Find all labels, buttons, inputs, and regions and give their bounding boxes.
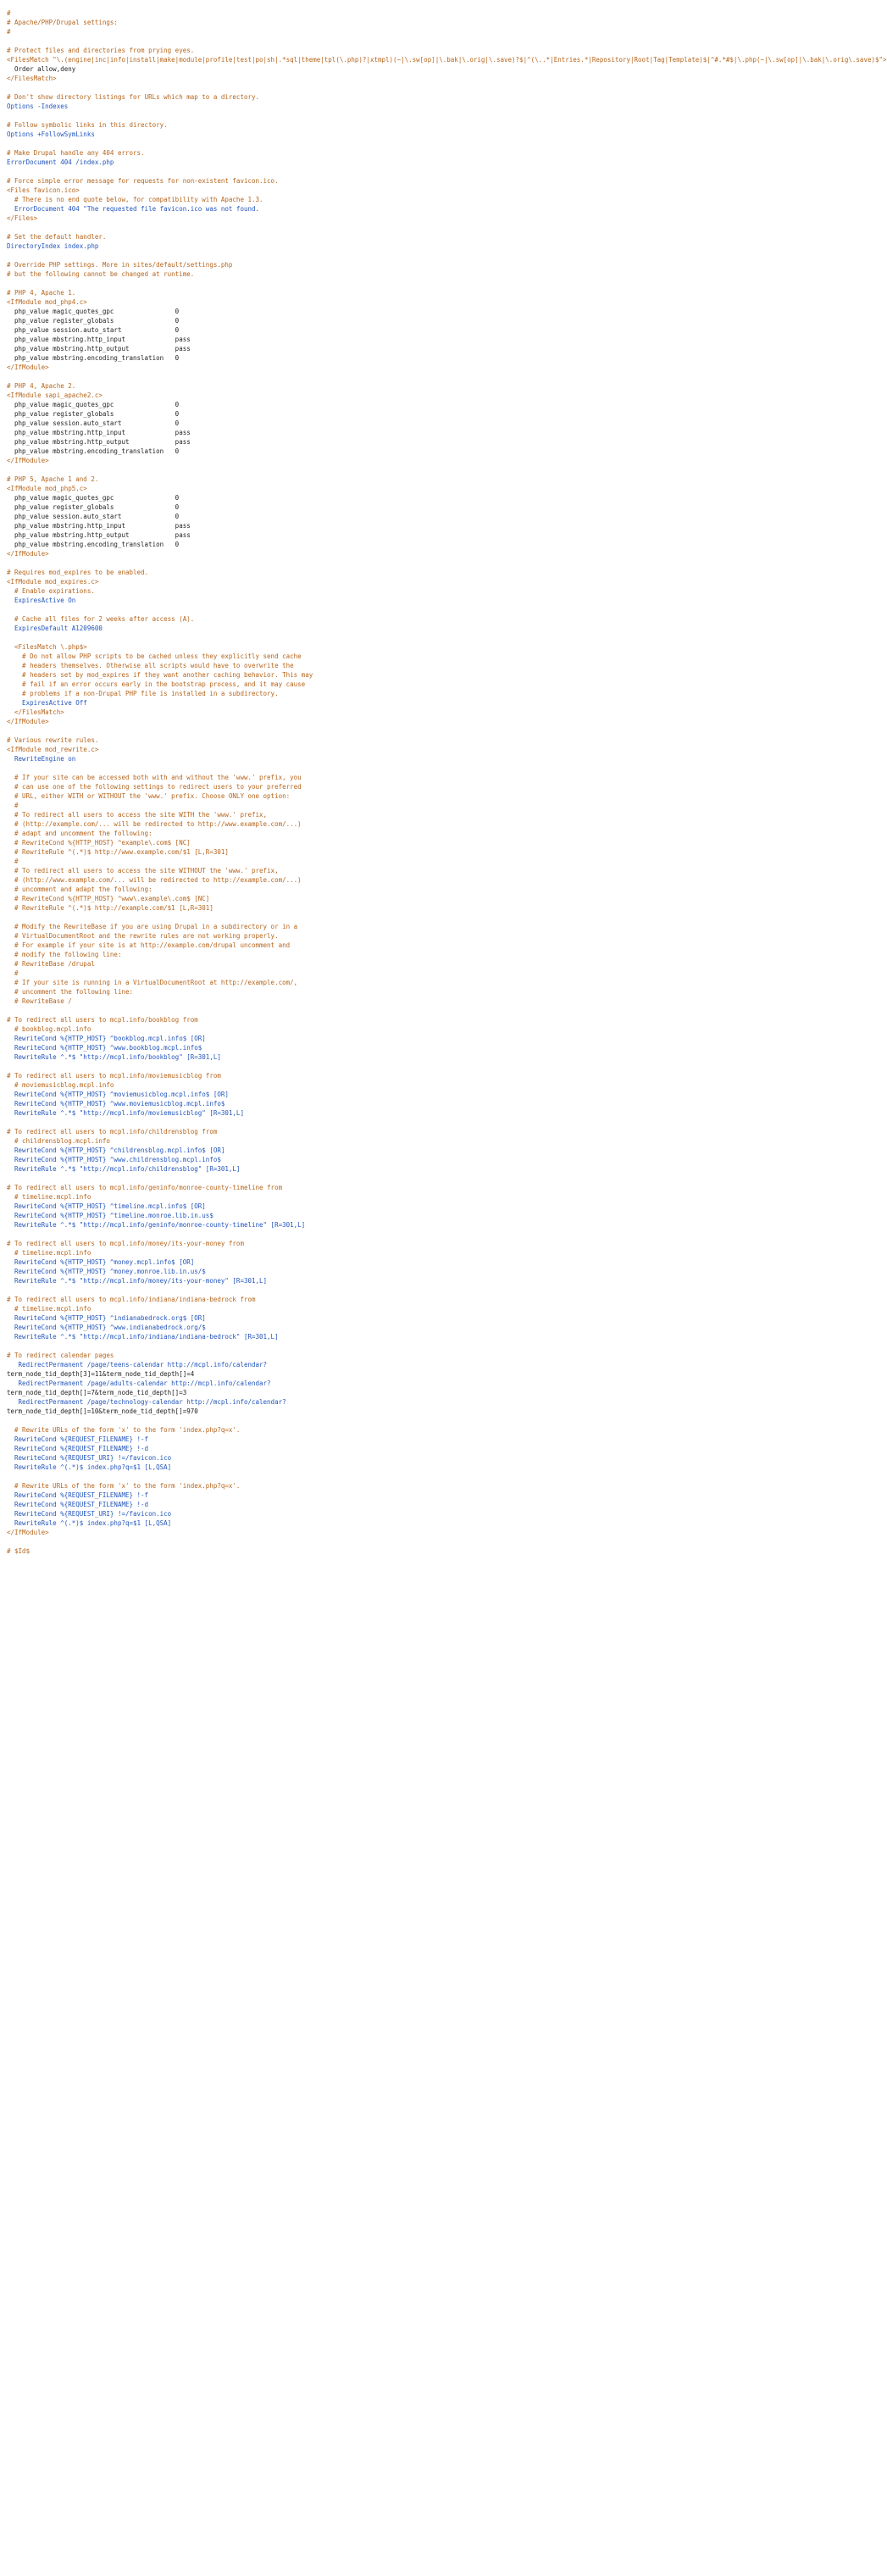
comment-line: # (http://example.com/... will be redirected to http://www.example.com/...) <box>7 820 302 828</box>
code-line: RewriteCond %{REQUEST_FILENAME} !-f <box>7 1435 149 1443</box>
code-line: <IfModule sapi_apache2.c> <box>7 391 103 399</box>
code-line: RedirectPermanent /page/technology-calendar http://mcpl.info/calendar? <box>7 1398 286 1406</box>
code-line: RewriteCond %{REQUEST_FILENAME} !-d <box>7 1501 149 1508</box>
code-line: ExpiresDefault A1209600 <box>7 625 103 632</box>
comment-line: # Requires mod_expires to be enabled. <box>7 569 149 576</box>
comment-line: # Make Drupal handle any 404 errors. <box>7 149 145 157</box>
code-line: RewriteCond %{HTTP_HOST} ^money.monroe.lib.in.us/$ <box>7 1268 206 1275</box>
code-line: RewriteRule ^.*$ "http://mcpl.info/moviemusicblog" [R=301,L] <box>7 1109 244 1117</box>
comment-line: # but the following cannot be changed at runtime. <box>7 270 195 278</box>
code-line: term_node_tid_depth[3]=11&term_node_tid_depth[]=4 <box>7 1370 195 1378</box>
comment-line: # To redirect all users to access the site WITHOUT the 'www.' prefix, <box>7 867 279 874</box>
code-line: php_value register_globals 0 <box>7 410 180 418</box>
code-line: RedirectPermanent /page/adults-calendar http://mcpl.info/calendar? <box>7 1380 271 1387</box>
code-line: <IfModule mod_php5.c> <box>7 485 87 492</box>
blank-line <box>7 279 503 288</box>
code-line: <IfModule mod_rewrite.c> <box>7 746 99 753</box>
comment-line: # Override PHP settings. More in sites/default/settings.php <box>7 261 233 269</box>
blank-line <box>7 1472 503 1481</box>
code-line: RewriteCond %{REQUEST_URI} !=/favicon.ico <box>7 1454 172 1462</box>
code-line: RewriteEngine on <box>7 755 76 763</box>
comment-line: # If your site can be accessed both with and without the 'www.' prefix, you <box>7 774 302 781</box>
blank-line <box>7 251 503 260</box>
code-line: Options +FollowSymLinks <box>7 130 95 138</box>
blank-line <box>7 558 503 568</box>
comment-line: # PHP 4, Apache 2. <box>7 382 76 390</box>
code-line: RewriteRule ^.*$ "http://mcpl.info/money/its-your-money" [R=301,L] <box>7 1277 268 1285</box>
blank-line <box>7 167 503 176</box>
blank-line <box>7 1062 503 1071</box>
comment-line: # moviemusicblog.mcpl.info <box>7 1081 114 1089</box>
blank-line <box>7 633 503 642</box>
comment-line: # Apache/PHP/Drupal settings: <box>7 19 118 26</box>
blank-line <box>7 36 503 46</box>
code-line: <IfModule mod_expires.c> <box>7 578 99 586</box>
comment-line: # PHP 4, Apache 1. <box>7 289 76 297</box>
comment-line: # <box>7 969 19 977</box>
comment-line: # RewriteBase /drupal <box>7 960 95 968</box>
comment-line: # To redirect calendar pages <box>7 1352 114 1359</box>
code-line: RewriteCond %{REQUEST_FILENAME} !-d <box>7 1445 149 1452</box>
blank-line <box>7 1416 503 1425</box>
code-line: </IfModule> <box>7 457 49 464</box>
code-line: RewriteCond %{HTTP_HOST} ^bookblog.mcpl.info$ [OR] <box>7 1035 206 1042</box>
blank-line <box>7 1285 503 1295</box>
comment-line: # To redirect all users to mcpl.info/money/its-your-money from <box>7 1240 244 1247</box>
code-line: php_value session.auto_start 0 <box>7 326 180 334</box>
comment-line: # timeline.mcpl.info <box>7 1193 91 1201</box>
code-line: php_value mbstring.http_input pass <box>7 429 191 436</box>
comment-line: # <box>7 28 11 36</box>
code-line: RewriteRule ^.*$ "http://mcpl.info/geninfo/monroe-county-timeline" [R=301,L] <box>7 1221 306 1229</box>
code-line: php_value mbstring.encoding_translation 0 <box>7 541 180 548</box>
code-line: ExpiresActive Off <box>7 699 87 707</box>
comment-line: # Cache all files for 2 weeks after access (A). <box>7 615 195 623</box>
blank-line <box>7 1118 503 1127</box>
code-line: </IfModule> <box>7 718 49 725</box>
comment-line: # problems if a non-Drupal PHP file is installed in a subdirectory. <box>7 690 279 697</box>
code-line: RewriteRule ^.*$ "http://mcpl.info/childrensblog" [R=301,L] <box>7 1165 241 1173</box>
code-line: RewriteCond %{HTTP_HOST} ^childrensblog.mcpl.info$ [OR] <box>7 1146 225 1154</box>
comment-line: # If your site is running in a VirtualDocumentRoot at http://example.com/, <box>7 979 298 986</box>
code-line: RewriteRule ^(.*)$ index.php?q=$1 [L,QSA] <box>7 1519 172 1527</box>
comment-line: # For example if your site is at http://example.com/drupal uncomment and <box>7 941 291 949</box>
comment-line: # bookblog.mcpl.info <box>7 1025 91 1033</box>
code-line: php_value mbstring.http_input pass <box>7 522 191 530</box>
comment-line: # VirtualDocumentRoot and the rewrite rules are not working properly. <box>7 932 279 940</box>
code-line: php_value session.auto_start 0 <box>7 513 180 520</box>
code-line: php_value magic_quotes_gpc 0 <box>7 401 180 408</box>
code-line: RewriteCond %{HTTP_HOST} ^timeline.monroe.lib.in.us$ <box>7 1212 213 1219</box>
code-line: </IfModule> <box>7 550 49 558</box>
blank-line <box>7 1006 503 1015</box>
comment-line: # Follow symbolic links in this directory. <box>7 121 168 129</box>
comment-line: # Protect files and directories from prying eyes. <box>7 47 195 54</box>
comment-line: # To redirect all users to mcpl.info/geninfo/monroe-county-timeline from <box>7 1184 283 1191</box>
comment-line: # Rewrite URLs of the form 'x' to the form 'index.php?q=x'. <box>7 1426 241 1434</box>
comment-line: # RewriteCond %{HTTP_HOST} ^example\.com$ [NC] <box>7 839 191 847</box>
comment-line: # uncomment the following line: <box>7 988 134 996</box>
comment-line: # PHP 5, Apache 1 and 2. <box>7 475 99 483</box>
code-line: RewriteCond %{HTTP_HOST} ^www.indianabedrock.org/$ <box>7 1324 206 1331</box>
comment-line: # There is no end quote below, for compatibility with Apache 1.3. <box>7 196 263 203</box>
blank-line <box>7 223 503 232</box>
code-line: </FilesMatch> <box>7 708 64 716</box>
code-line: RewriteRule ^(.*)$ index.php?q=$1 [L,QSA] <box>7 1463 172 1471</box>
blank-line <box>7 139 503 148</box>
blank-line <box>7 465 503 475</box>
comment-line: # Do not allow PHP scripts to be cached unless they explicitly send cache <box>7 652 302 660</box>
comment-line: # adapt and uncomment the following: <box>7 830 152 837</box>
blank-line <box>7 111 503 120</box>
blank-line <box>7 605 503 614</box>
code-line: php_value magic_quotes_gpc 0 <box>7 494 180 502</box>
code-line: php_value mbstring.encoding_translation 0 <box>7 354 180 362</box>
comment-line: # Force simple error message for requests for non-existent favicon.ico. <box>7 177 279 185</box>
comment-line: # Rewrite URLs of the form 'x' to the form 'index.php?q=x'. <box>7 1482 241 1490</box>
comment-line: # RewriteBase / <box>7 997 72 1005</box>
comment-line: # <box>7 9 11 17</box>
code-line: <IfModule mod_php4.c> <box>7 298 87 306</box>
comment-line: # uncomment and adapt the following: <box>7 886 152 893</box>
comment-line: # fail if an error occurs early in the bootstrap process, and it may cause <box>7 680 306 688</box>
comment-line: # To redirect all users to access the site WITH the 'www.' prefix, <box>7 811 268 819</box>
code-line: RewriteCond %{HTTP_HOST} ^www.childrensblog.mcpl.info$ <box>7 1156 221 1163</box>
blank-line <box>7 1230 503 1239</box>
blank-line <box>7 1537 503 1546</box>
code-line: RewriteCond %{HTTP_HOST} ^indianabedrock.org$ [OR] <box>7 1314 206 1322</box>
code-line: RewriteRule ^.*$ "http://mcpl.info/indiana/indiana-bedrock" [R=301,L] <box>7 1333 279 1341</box>
code-line: RewriteCond %{HTTP_HOST} ^money.mcpl.info$ [OR] <box>7 1258 195 1266</box>
comment-line: # Enable expirations. <box>7 587 95 595</box>
code-line: php_value magic_quotes_gpc 0 <box>7 308 180 315</box>
comment-line: # Various rewrite rules. <box>7 736 99 744</box>
code-line: RewriteCond %{REQUEST_URI} !=/favicon.ico <box>7 1510 172 1518</box>
code-line: RewriteRule ^.*$ "http://mcpl.info/bookblog" [R=301,L] <box>7 1053 221 1061</box>
blank-line <box>7 726 503 736</box>
code-line: <FilesMatch \.php$> <box>7 643 87 651</box>
comment-line: # RewriteRule ^(.*)$ http://example.com/$1 [L,R=301] <box>7 904 213 912</box>
comment-line: # To redirect all users to mcpl.info/childrensblog from <box>7 1128 218 1135</box>
code-line: php_value register_globals 0 <box>7 317 180 325</box>
code-line: <FilesMatch "\.(engine|inc|info|install|make|module|profile|test|po|sh|.*sql|theme|tpl(\.php)?|xtmpl)(~|\.sw[op]|\.bak|\.orig|\.save)?$|^(\..*|Entries.*|Repository|Root|Tag|Template)$|^#.*#$|\.php(~|\.sw[op]|\.bak|\.orig\.save)$"> <box>7 56 887 64</box>
code-line: <Files favicon.ico> <box>7 186 80 194</box>
code-line: RewriteCond %{HTTP_HOST} ^www.bookblog.mcpl.info$ <box>7 1044 202 1052</box>
code-line: ExpiresActive On <box>7 597 76 604</box>
blank-line <box>7 372 503 381</box>
blank-line <box>7 763 503 773</box>
code-line: php_value mbstring.http_output pass <box>7 531 191 539</box>
comment-line: # can use one of the following settings to redirect users to your preferred <box>7 783 302 791</box>
blank-line <box>7 913 503 922</box>
code-line: term_node_tid_depth[]=10&term_node_tid_depth[]=970 <box>7 1407 198 1415</box>
comment-line: # modify the following line: <box>7 951 122 958</box>
code-line: Options -Indexes <box>7 103 69 110</box>
code-line: RewriteCond %{HTTP_HOST} ^timeline.mcpl.info$ [OR] <box>7 1202 206 1210</box>
code-line: </Files> <box>7 214 38 222</box>
comment-line: # Set the default handler. <box>7 233 107 241</box>
comment-line: # Modify the RewriteBase if you are using Drupal in a subdirectory or in a <box>7 923 298 930</box>
code-line: RedirectPermanent /page/teens-calendar http://mcpl.info/calendar? <box>7 1361 268 1368</box>
comment-line: # childrensblog.mcpl.info <box>7 1137 110 1145</box>
code-line: RewriteCond %{REQUEST_FILENAME} !-f <box>7 1491 149 1499</box>
code-line: term_node_tid_depth[]=7&term_node_tid_depth[]=3 <box>7 1389 187 1396</box>
code-line: ErrorDocument 404 /index.php <box>7 158 114 166</box>
code-line: php_value register_globals 0 <box>7 503 180 511</box>
comment-line: # To redirect all users to mcpl.info/bookblog from <box>7 1016 198 1024</box>
code-line: </FilesMatch> <box>7 75 57 82</box>
comment-line: # URL, either WITH or WITHOUT the 'www.' prefix. Choose ONLY one option: <box>7 792 291 800</box>
code-line: php_value mbstring.http_output pass <box>7 345 191 353</box>
comment-line: # headers set by mod_expires if they want another caching behavior. This may <box>7 671 313 679</box>
comment-line: # <box>7 858 19 865</box>
code-line: RewriteCond %{HTTP_HOST} ^www.moviemusicblog.mcpl.info$ <box>7 1100 225 1108</box>
comment-line: # To redirect all users to mcpl.info/indiana/indiana-bedrock from <box>7 1296 256 1303</box>
comment-line: # $Id$ <box>7 1547 30 1555</box>
comment-line: # <box>7 802 19 809</box>
comment-line: # timeline.mcpl.info <box>7 1305 91 1313</box>
comment-line: # Don't show directory listings for URLs which map to a directory. <box>7 93 260 101</box>
comment-line: # timeline.mcpl.info <box>7 1249 91 1257</box>
code-line: ErrorDocument 404 "The requested file favicon.ico was not found. <box>7 205 260 213</box>
comment-line: # (http://www.example.com/... will be redirected to http://example.com/...) <box>7 876 302 884</box>
code-line: </IfModule> <box>7 1529 49 1536</box>
code-line: php_value mbstring.http_input pass <box>7 336 191 343</box>
code-line: RewriteCond %{HTTP_HOST} ^moviemusicblog.mcpl.info$ [OR] <box>7 1091 229 1098</box>
code-line: php_value mbstring.http_output pass <box>7 438 191 446</box>
code-line: Order allow,deny <box>7 65 76 73</box>
blank-line <box>7 1174 503 1183</box>
blank-line <box>7 83 503 92</box>
code-line: DirectoryIndex index.php <box>7 242 99 250</box>
blank-line <box>7 1341 503 1351</box>
code-line: php_value session.auto_start 0 <box>7 419 180 427</box>
comment-line: # To redirect all users to mcpl.info/moviemusicblog from <box>7 1072 221 1080</box>
comment-line: # RewriteRule ^(.*)$ http://www.example.com/$1 [L,R=301] <box>7 848 229 856</box>
code-line: </IfModule> <box>7 364 49 371</box>
comment-line: # headers themselves. Otherwise all scripts would have to overwrite the <box>7 662 294 669</box>
code-line: php_value mbstring.encoding_translation 0 <box>7 447 180 455</box>
comment-line: # RewriteCond %{HTTP_HOST} ^www\.example\.com$ [NC] <box>7 895 210 902</box>
